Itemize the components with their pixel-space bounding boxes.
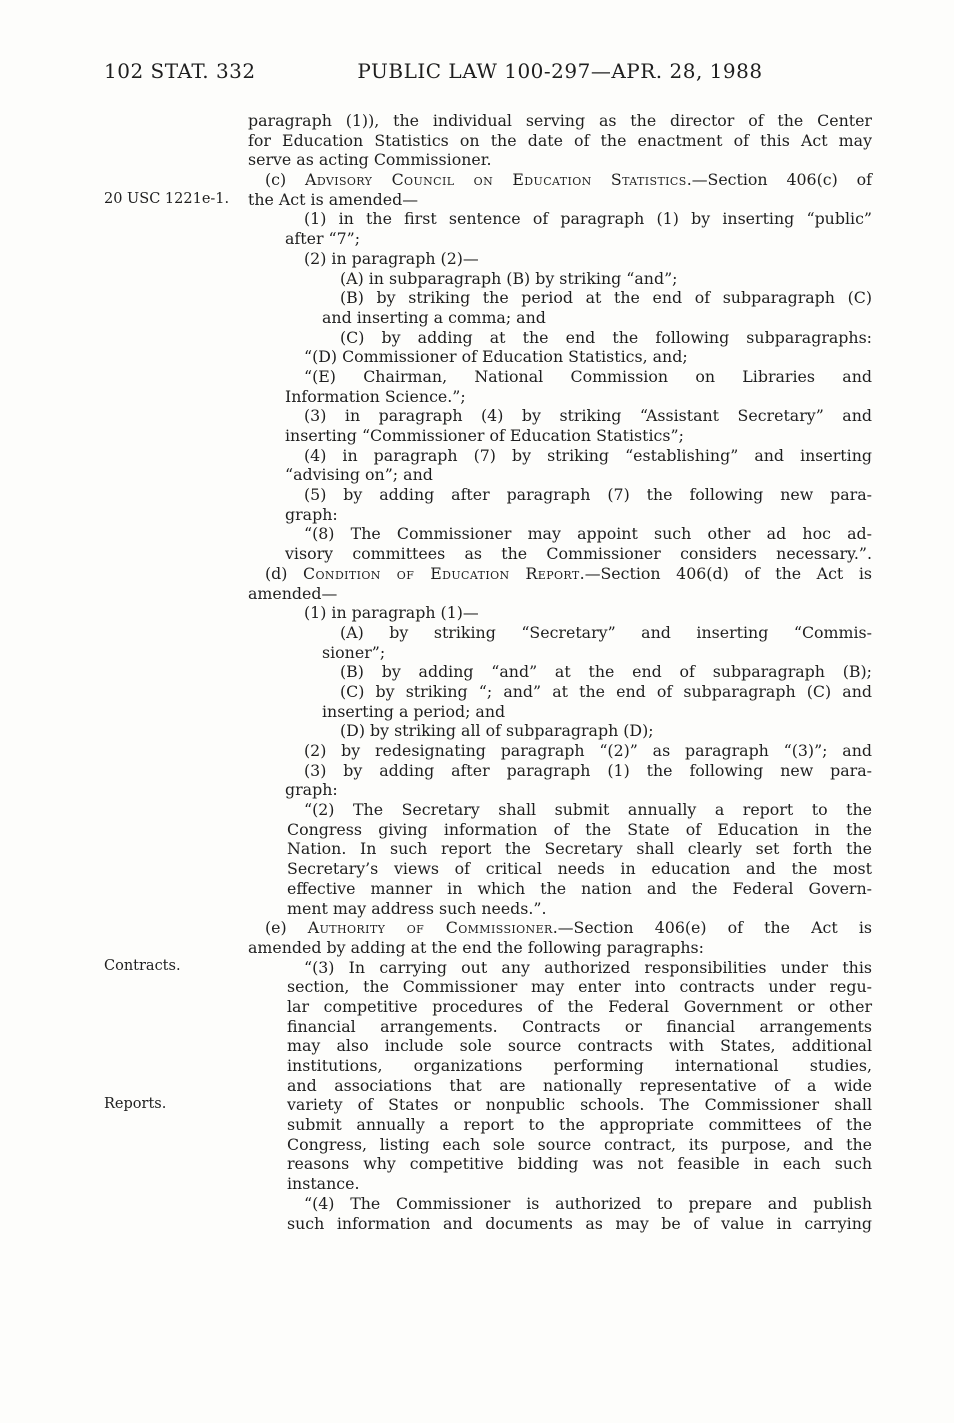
text-run: (4) in paragraph (7) by striking “establishing” and inserting bbox=[304, 445, 872, 465]
text-run: (1) in the first sentence of paragraph (1) by inserting “public” bbox=[304, 209, 872, 229]
text-run: (C) by adding at the end the following subparagraphs: bbox=[340, 327, 872, 347]
text-line bbox=[248, 958, 872, 978]
text-run: (3) in paragraph (4) by striking “Assistant Secretary” and bbox=[304, 406, 872, 426]
text-run: for Education Statistics on the date of the enactment of this Act may bbox=[248, 130, 872, 150]
page-stat-number: 102 STAT. 332 bbox=[104, 59, 256, 83]
text-run: lar competitive procedures of the Federal Government or other bbox=[287, 996, 872, 1016]
text-run: paragraph (1)), the individual serving as the director of the Center bbox=[248, 111, 872, 130]
text-line bbox=[248, 1194, 872, 1214]
text-run: (A) by striking “Secretary” and inserting “Commis- bbox=[340, 622, 872, 642]
text-run: reasons why competitive bidding was not feasible in each such bbox=[287, 1154, 872, 1174]
text-run: .—Section 406(e) of the Act is bbox=[552, 918, 872, 938]
text-line bbox=[248, 328, 872, 348]
text-run: “(E) Chairman, National Commission on Libraries and bbox=[304, 366, 872, 386]
text-line bbox=[248, 1017, 872, 1037]
text-line bbox=[248, 1036, 872, 1056]
text-line bbox=[248, 387, 872, 407]
text-line bbox=[248, 839, 872, 859]
text-line bbox=[248, 505, 872, 525]
text-line bbox=[248, 761, 872, 781]
text-run: after “7”; bbox=[285, 229, 361, 249]
margin-note: 20 USC 1221e-1. bbox=[104, 190, 230, 207]
text-run: inserting “Commissioner of Education Statistics”; bbox=[285, 426, 684, 445]
text-run: (d) bbox=[265, 563, 304, 583]
text-line bbox=[248, 1154, 872, 1174]
text-line bbox=[248, 150, 872, 170]
text-line bbox=[248, 229, 872, 249]
text-line bbox=[248, 643, 872, 663]
text-line bbox=[248, 603, 872, 623]
text-run: Information Science.”; bbox=[285, 386, 466, 406]
text-run: the Act is amended— bbox=[248, 189, 418, 209]
text-run: visory committees as the Commissioner considers necessary.”. bbox=[285, 544, 872, 564]
text-run: effective manner in which the nation and the Federal Govern- bbox=[287, 878, 872, 898]
text-line bbox=[248, 288, 872, 308]
text-run: sioner”; bbox=[322, 642, 386, 662]
text-run: such information and documents as may be of value in carrying bbox=[287, 1213, 872, 1233]
small-caps-heading: Condition of Education Report bbox=[303, 563, 580, 583]
text-line bbox=[248, 190, 872, 210]
text-run: “(8) The Commissioner may appoint such other ad hoc ad- bbox=[304, 524, 872, 544]
text-line bbox=[248, 741, 872, 761]
text-run: graph: bbox=[285, 780, 338, 800]
law-title-running-head: PUBLIC LAW 100-297—APR. 28, 1988 bbox=[357, 59, 763, 83]
text-run: (5) by adding after paragraph (7) the following new para- bbox=[304, 485, 872, 505]
text-run: (C) by striking “; and” at the end of subparagraph (C) and bbox=[340, 681, 872, 701]
text-line bbox=[248, 406, 872, 426]
text-run: and associations that are nationally representative of a wide bbox=[287, 1075, 872, 1095]
statute-body-text bbox=[248, 111, 872, 1233]
text-line bbox=[248, 859, 872, 879]
text-line bbox=[248, 564, 872, 584]
text-run: (3) by adding after paragraph (1) the following new para- bbox=[304, 760, 872, 780]
text-line bbox=[248, 918, 872, 938]
text-run: variety of States or nonpublic schools. The Commissioner shall bbox=[287, 1095, 872, 1115]
small-caps-heading: Advisory Council on Education Statistics bbox=[305, 170, 687, 190]
text-run: “(2) The Secretary shall submit annually a report to the bbox=[304, 800, 872, 820]
text-run: graph: bbox=[285, 504, 338, 524]
text-line bbox=[248, 209, 872, 229]
text-line bbox=[248, 1135, 872, 1155]
text-line bbox=[248, 997, 872, 1017]
text-line bbox=[248, 1076, 872, 1096]
text-line bbox=[248, 1174, 872, 1194]
text-line bbox=[248, 938, 872, 958]
text-line bbox=[248, 308, 872, 328]
text-line bbox=[248, 584, 872, 604]
text-run: and inserting a comma; and bbox=[322, 307, 546, 327]
text-line bbox=[248, 780, 872, 800]
text-line bbox=[248, 485, 872, 505]
text-run: (1) in paragraph (1)— bbox=[304, 603, 479, 623]
text-run: (c) bbox=[265, 170, 306, 190]
text-line bbox=[248, 426, 872, 446]
text-line bbox=[248, 820, 872, 840]
text-run: submit annually a report to the appropriate committees of the bbox=[287, 1115, 872, 1135]
text-run: ment may address such needs.”. bbox=[287, 898, 547, 918]
text-run: institutions, organizations performing international studies, bbox=[287, 1056, 872, 1075]
text-line bbox=[248, 249, 872, 269]
text-run: (2) in paragraph (2)— bbox=[304, 248, 479, 268]
text-run: inserting a period; and bbox=[322, 701, 506, 721]
text-run: (2) by redesignating paragraph “(2)” as paragraph “(3)”; and bbox=[304, 741, 872, 760]
text-line bbox=[248, 111, 872, 131]
text-line bbox=[248, 662, 872, 682]
text-run: “advising on”; and bbox=[285, 465, 433, 485]
text-line bbox=[248, 702, 872, 722]
text-run: Secretary’s views of critical needs in education and the most bbox=[287, 859, 872, 879]
text-line bbox=[248, 800, 872, 820]
text-run: may also include sole source contracts with States, additional bbox=[287, 1036, 872, 1056]
text-run: “(D) Commissioner of Education Statistics, and; bbox=[304, 347, 688, 367]
text-run: (D) by striking all of subparagraph (D); bbox=[340, 721, 654, 741]
text-line bbox=[248, 721, 872, 741]
text-line bbox=[248, 623, 872, 643]
small-caps-heading: Authority of Commissioner bbox=[307, 918, 553, 938]
text-run: (A) in subparagraph (B) by striking “and”; bbox=[340, 268, 678, 288]
text-line bbox=[248, 899, 872, 919]
text-run: financial arrangements. Contracts or financial arrangements bbox=[287, 1016, 872, 1036]
text-line bbox=[248, 131, 872, 151]
text-line bbox=[248, 524, 872, 544]
text-line bbox=[248, 170, 872, 190]
text-run: amended— bbox=[248, 583, 338, 603]
text-line bbox=[248, 367, 872, 387]
text-line bbox=[248, 465, 872, 485]
text-line bbox=[248, 1095, 872, 1115]
text-line bbox=[248, 879, 872, 899]
margin-note: Reports. bbox=[104, 1096, 167, 1112]
text-run: Congress giving information of the State of Education in the bbox=[287, 819, 872, 839]
text-run: section, the Commissioner may enter into contracts under regu- bbox=[287, 977, 872, 997]
text-line bbox=[248, 682, 872, 702]
text-run: (B) by adding “and” at the end of subparagraph (B); bbox=[340, 662, 872, 682]
text-line bbox=[248, 977, 872, 997]
text-line bbox=[248, 347, 872, 367]
text-run: .—Section 406(c) of bbox=[686, 170, 872, 190]
text-run: serve as acting Commissioner. bbox=[248, 150, 492, 170]
text-run: Congress, listing each sole source contract, its purpose, and the bbox=[287, 1134, 872, 1154]
text-line bbox=[248, 1214, 872, 1234]
text-run: Nation. In such report the Secretary shall clearly set forth the bbox=[287, 839, 872, 859]
text-line bbox=[248, 269, 872, 289]
text-line bbox=[248, 1115, 872, 1135]
text-run: instance. bbox=[287, 1174, 360, 1194]
text-line bbox=[248, 1056, 872, 1076]
text-line bbox=[248, 544, 872, 564]
margin-note: Contracts. bbox=[104, 958, 181, 975]
text-run: “(3) In carrying out any authorized responsibilities under this bbox=[304, 957, 872, 977]
text-run: “(4) The Commissioner is authorized to prepare and publish bbox=[304, 1193, 872, 1213]
text-run: amended by adding at the end the following paragraphs: bbox=[248, 937, 704, 957]
text-run: .—Section 406(d) of the Act is bbox=[579, 563, 873, 583]
text-run: (B) by striking the period at the end of subparagraph (C) bbox=[340, 288, 872, 308]
text-line bbox=[248, 446, 872, 466]
text-run: (e) bbox=[265, 918, 308, 938]
